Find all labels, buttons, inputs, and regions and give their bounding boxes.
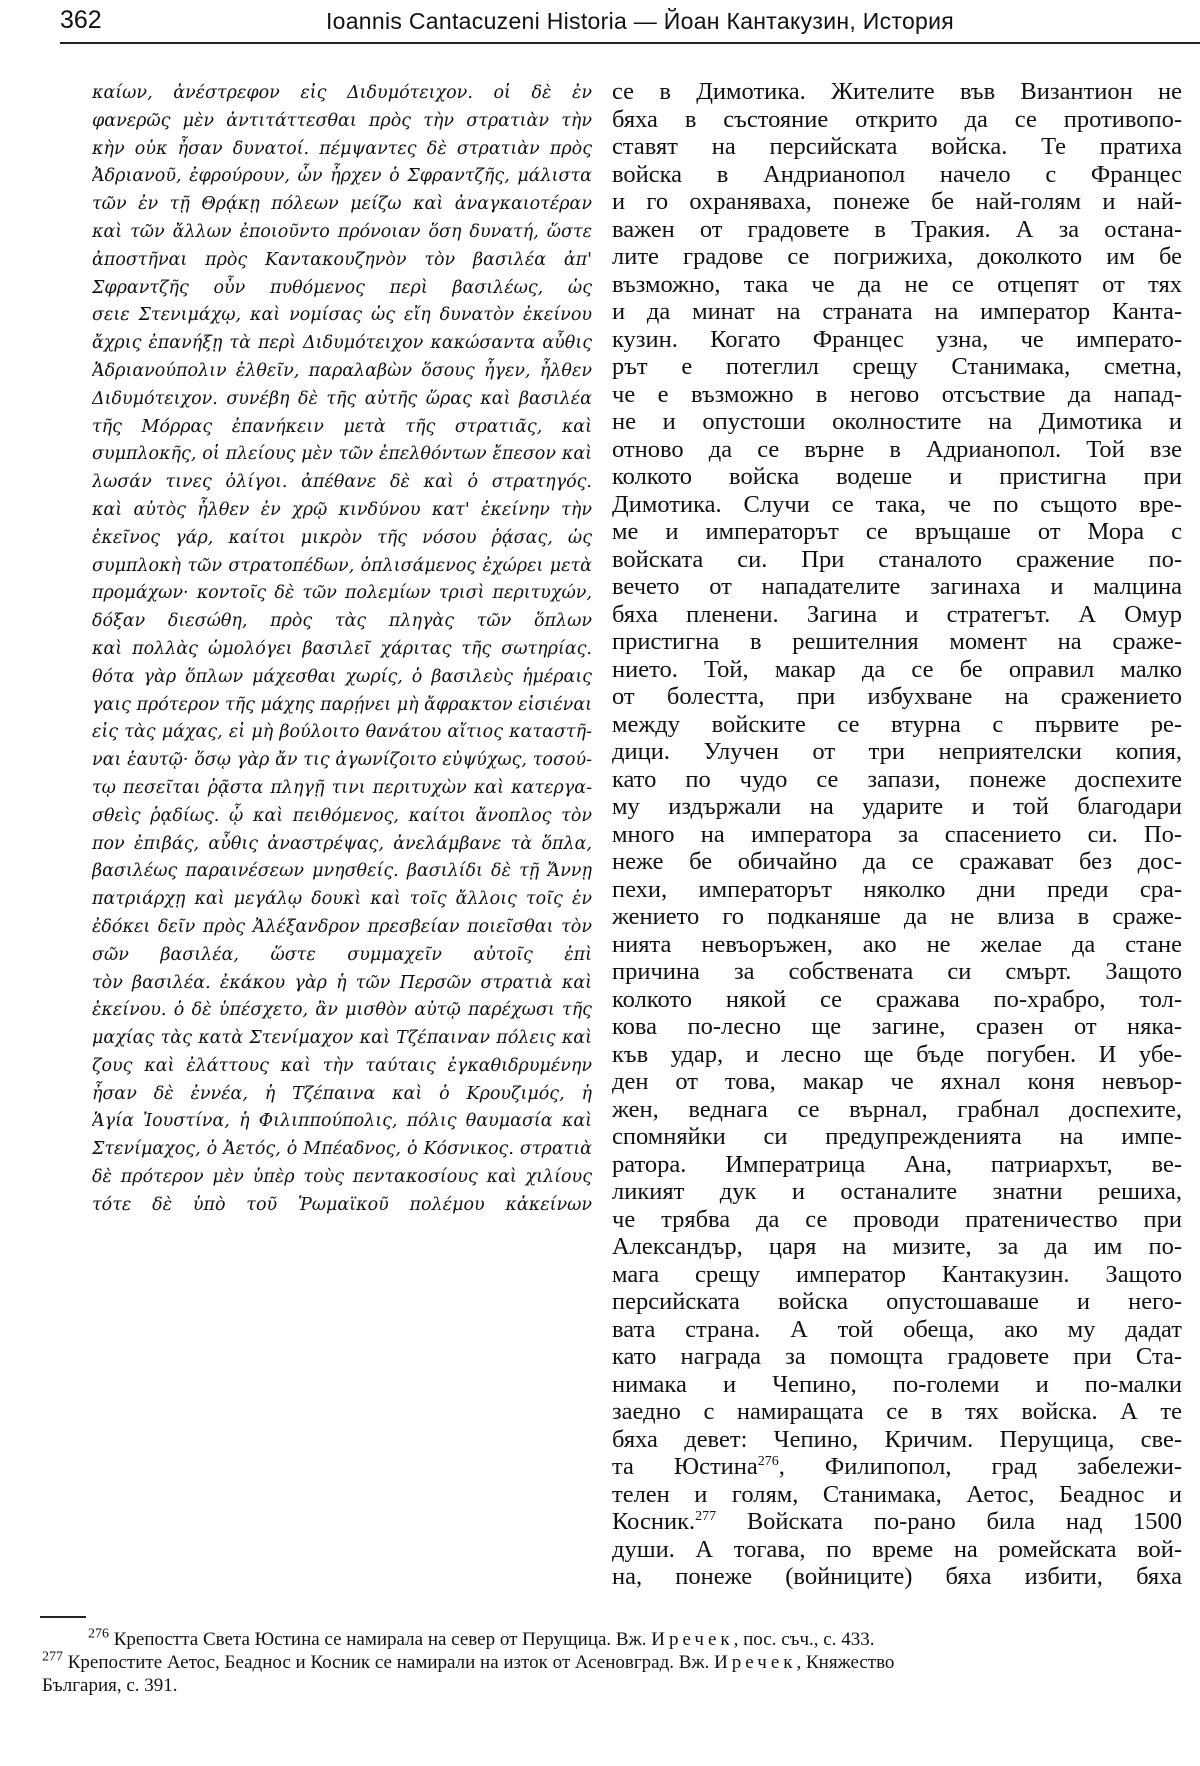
text-segment: важен от градовете в Тракия. А за остана- xyxy=(612,215,1182,243)
text-segment: ратора. Императрица Ана, патриархът, ве- xyxy=(612,1150,1182,1178)
bulgarian-text-line xyxy=(612,573,1182,601)
text-segment: ставят на персийската войска. Те пратиха xyxy=(612,133,1182,160)
text-segment: нието. Той, макар да се бе оправил малко xyxy=(612,655,1182,683)
greek-text-line: πον ἐπιβάς, αὖθις ἀναστρέψας, ἀνελάμβανε τὰ ὅπλα, xyxy=(92,833,592,854)
text-segment: телен и голям, Станимака, Аетос, Беаднос и xyxy=(612,1480,1182,1508)
text-segment: жението го подканяше да не влиза в сраже- xyxy=(612,903,1182,930)
bulgarian-text-line xyxy=(612,1343,1182,1371)
bulgarian-text-line xyxy=(612,491,1182,519)
text-segment: рът е потеглил срещу Станимака, сметна, xyxy=(612,353,1182,380)
bulgarian-text-line xyxy=(612,381,1182,409)
bulgarian-text-line xyxy=(612,931,1182,959)
greek-text-line: ἐκεῖνος γάρ, καίτοι μικρὸν τῆς νόσου ῥᾴσας, ὡς xyxy=(92,527,592,548)
footnotes xyxy=(42,1628,1192,1697)
bulgarian-text-line xyxy=(612,1371,1182,1399)
text-segment: не и опустоши околностите на Димотика и xyxy=(612,408,1182,435)
text-segment: спомняйки си предупрежденията на импе- xyxy=(612,1123,1182,1150)
text-segment: колкото войска водеше и пристигна при xyxy=(612,463,1182,490)
text-segment: войска в Андрианопол начело с Францес xyxy=(612,160,1182,188)
footnote-277 xyxy=(42,1651,1192,1674)
text-segment: нията невъоръжен, ако не желае да стане xyxy=(612,930,1182,958)
text-segment: Димотика. Случи се така, че по същото вре- xyxy=(612,490,1182,518)
greek-text-line: βασιλέως παραινέσεων μνησθείς. βασιλίδι δὲ τῇ Ἄννῃ xyxy=(92,861,592,882)
bulgarian-text-line xyxy=(612,1453,1182,1481)
text-segment: та Юстина xyxy=(612,1453,758,1480)
text-segment: персийската войска опустошаваше и него- xyxy=(612,1288,1182,1315)
bulgarian-text-line xyxy=(612,1288,1182,1316)
footnote-text: Крепостите Аетос, Беаднос и Косник се намирали на изток от Асеновград. Вж. xyxy=(67,1652,715,1673)
greek-text-line: ἦσαν δὲ ἐννέα, ἡ Τζέπαινα καὶ ὁ Κρουζιμός, ἡ xyxy=(92,1083,592,1104)
footnote-number: 276 xyxy=(88,1626,109,1642)
footnote-number: 277 xyxy=(42,1649,63,1665)
bulgarian-text-line xyxy=(612,1261,1182,1289)
bulgarian-text-line xyxy=(612,958,1182,986)
running-title: Ioannis Cantacuzeni Historia — Йоан Кантакузин, История xyxy=(325,8,955,34)
footnote-author: Иречек xyxy=(714,1652,797,1673)
bulgarian-text-line xyxy=(612,766,1182,794)
text-segment: неже бе обичайно да се сражават без дос- xyxy=(612,848,1182,875)
text-segment: се в Димотика. Жителите във Византион не xyxy=(612,78,1182,105)
text-segment: ликият дук и останалите знатни решиха, xyxy=(612,1178,1182,1205)
bulgarian-text-line xyxy=(612,1013,1182,1041)
text-segment: вечето от нападателите загинаха и малцина xyxy=(612,573,1182,600)
bulgarian-text-line xyxy=(612,1508,1182,1536)
bulgarian-text-line xyxy=(612,1068,1182,1096)
text-segment: жен, веднага се върнал, грабнал доспехите, xyxy=(612,1095,1182,1123)
greek-text-line: ἐδόκει δεῖν πρὸς Ἀλέξανδρον πρεσβείαν ποιεῖσθαι τὸν xyxy=(92,916,592,937)
greek-text-line: εἰς τὰς μάχας, εἰ μὴ βούλοιτο θανάτου αἴτιος καταστῆ- xyxy=(92,722,592,743)
bulgarian-text-line xyxy=(612,106,1182,134)
footnote-author: Иречек xyxy=(651,1629,734,1650)
text-segment: кова по-лесно ще загине, сразен от няка- xyxy=(612,1013,1182,1040)
greek-text-line: τότε δὲ ὑπὸ τοῦ Ῥωμαϊκοῦ πολέμου κἀκείνων xyxy=(92,1194,592,1215)
text-segment: между войските се втурна с първите ре- xyxy=(612,710,1182,738)
greek-text-line: ναι ἑαυτῷ· ὅσῳ γὰρ ἄν τις ἀγωνίζοιτο εὐψύχως, τοσού- xyxy=(92,750,592,771)
footnote-text: , Княжество xyxy=(796,1652,895,1673)
greek-text-line: τῳ πεσεῖται ῥᾷστα πληγῇ τινι περιτυχὼν καὶ κατεργα- xyxy=(92,777,592,798)
footnote-277-continued xyxy=(42,1674,1192,1697)
greek-text-line: προμάχων· κοντοῖς δὲ τῶν πολεμίων τρισὶ περιτυχών, xyxy=(92,583,592,604)
text-segment: бяха девет: Чепино, Кричим. Перущица, све- xyxy=(612,1425,1182,1453)
greek-text-line: συμπλοκῆς, οἱ πλείους μὲν τῶν ἐπελθόντων ἔπεσον καὶ xyxy=(92,444,592,465)
greek-text-line: γαις πρότερον τῆς μάχης παρῄνει μὴ ἄφρακτον εἰσιέναι xyxy=(92,694,592,715)
bulgarian-text-line xyxy=(612,463,1182,491)
greek-text-line: Ἁγία Ἰουστίνα, ἡ Φιλιππούπολις, πόλις θαυμασία καὶ xyxy=(92,1111,592,1132)
text-segment: много на императора за спасението си. По- xyxy=(612,820,1182,848)
bulgarian-text-line xyxy=(612,436,1182,464)
bulgarian-text-line xyxy=(612,546,1182,574)
greek-text-line: καὶ πολλὰς ὡμολόγει βασιλεῖ χάριτας τῆς σωτηρίας. xyxy=(92,638,592,659)
text-segment: нимака и Чепино, по-големи и по-малки xyxy=(612,1370,1182,1398)
bulgarian-text-line xyxy=(612,1316,1182,1344)
text-segment: и го охраняваха, понеже бе най-голям и най- xyxy=(612,188,1182,215)
footnote-reference[interactable]: 277 xyxy=(695,1508,717,1524)
bulgarian-text-line xyxy=(612,1233,1182,1261)
greek-text-line: σειε Στενιμάχῳ, καὶ νομίσας ὡς εἴη δυνατὸν ἐκείνου xyxy=(92,305,592,326)
bulgarian-text-line xyxy=(612,683,1182,711)
greek-text-line: δόξαν διεσώθη, πρὸς τὰς πληγὰς τῶν ὅπλων xyxy=(92,611,592,632)
greek-text-line: Ἀδριανοῦ, ἐφρούρουν, ὧν ἦρχεν ὁ Σφραντζῆς, μάλιστα xyxy=(92,166,592,187)
text-segment: като награда за помощта градовете при Ста- xyxy=(612,1343,1182,1370)
bulgarian-text-line xyxy=(612,188,1182,216)
bulgarian-text-line xyxy=(612,326,1182,354)
bulgarian-text-line xyxy=(612,738,1182,766)
text-segment: заедно с намиращата се в тях войска. А те xyxy=(612,1398,1182,1425)
bulgarian-text-line xyxy=(612,1426,1182,1454)
bulgarian-text-line xyxy=(612,1123,1182,1151)
greek-text-line: Διδυμότειχον. συνέβη δὲ τῆς αὐτῆς ὥρας καὶ βασιλέα xyxy=(92,388,592,409)
footnote-text: България, с. 391. xyxy=(42,1675,178,1696)
greek-text-line: Ἀδριανούπολιν ἐλθεῖν, παραλαβὼν ὅσους ἦγεν, ἦλθεν xyxy=(92,360,592,381)
bulgarian-text-line xyxy=(612,821,1182,849)
text-segment: пристигна в решителния момент на сраже- xyxy=(612,628,1182,655)
text-segment: колкото някой се сражава по-храбро, тол- xyxy=(612,985,1182,1013)
greek-text-line: ἄχρις ἐπανήξῃ τὰ περὶ Διδυμότειχον κακώσαντα αὖθις xyxy=(92,333,592,354)
greek-text-line: πατριάρχῃ καὶ μεγάλῳ δουκὶ καὶ τοῖς ἄλλοις τοῖς ἐν xyxy=(92,889,592,910)
bulgarian-text-line xyxy=(612,518,1182,546)
text-segment: като по чудо се запази, понеже доспехите xyxy=(612,765,1182,793)
bulgarian-text-line xyxy=(612,78,1182,106)
greek-text-line: θότα γὰρ ὅπλων μάχεσθαι χωρίς, ὁ βασιλεὺς ἡμέραις xyxy=(92,666,592,687)
greek-text-column xyxy=(92,80,592,1220)
text-segment: Войската по-рано била над 1500 xyxy=(716,1508,1182,1535)
text-segment: възможно, така че да не се отцепят от тях xyxy=(612,270,1182,298)
text-segment: и да минат на страната на император Канта- xyxy=(612,298,1182,325)
text-segment: кузин. Когато Францес узна, че императо- xyxy=(612,325,1182,353)
text-segment: бяха пленени. Загина и стратегът. А Омур xyxy=(612,600,1182,628)
text-segment: че е възможно в негово отсъствие да напад- xyxy=(612,380,1182,408)
text-segment: души. А тогава, по време на ромейската вой- xyxy=(612,1535,1182,1563)
bulgarian-text-line xyxy=(612,876,1182,904)
bulgarian-text-line xyxy=(612,271,1182,299)
text-segment: отново да се върне в Адрианопол. Той взе xyxy=(612,435,1182,463)
bulgarian-text-line xyxy=(612,1481,1182,1509)
greek-text-line: μαχίας τὰς κατὰ Στενίμαχον καὶ Τζέπαιναν πόλεις καὶ xyxy=(92,1028,592,1049)
text-segment: пехи, императорът няколко дни преди сра- xyxy=(612,875,1182,903)
bulgarian-text-line xyxy=(612,1398,1182,1426)
text-segment: му издържали на ударите и той благодари xyxy=(612,793,1182,820)
greek-text-line: καίων, ἀνέστρεφον εἰς Διδυμότειχον. οἱ δὲ ἐν xyxy=(92,83,592,103)
greek-text-line: ζους καὶ ἐλάττους καὶ τὴν ταύταις ἐγκαθιδρυμένην xyxy=(92,1055,592,1076)
bulgarian-text-line xyxy=(612,793,1182,821)
text-segment: , Филипопол, град забележи- xyxy=(778,1453,1182,1480)
greek-text-line: τὸν βασιλέα. ἐκάκου γὰρ ἡ τῶν Περσῶν στρατιὰ καὶ xyxy=(92,972,592,993)
greek-text-line: κὴν οὐκ ἦσαν δυνατοί. πέμψαντες δὲ στρατιὰν πρὸς xyxy=(92,138,592,159)
bulgarian-text-line xyxy=(612,243,1182,271)
header-rule xyxy=(60,42,1200,44)
text-segment: от болестта, при избухване на сражението xyxy=(612,683,1182,710)
greek-text-line: τῆς Μόρρας ἐπανήκειν μετὰ τῆς στρατιᾶς, καὶ xyxy=(92,416,592,437)
greek-text-line: καὶ αὐτὸς ἦλθεν ἐν χρῷ κινδύνου κατ' ἐκείνην τὴν xyxy=(92,499,592,520)
footnote-rule xyxy=(40,1616,86,1618)
text-segment: лите градове се погрижиха, доколкото им бе xyxy=(612,243,1182,270)
page-number: 362 xyxy=(60,6,102,34)
bulgarian-text-line xyxy=(612,1206,1182,1234)
text-segment: вата страна. А той обеща, ако му дадат xyxy=(612,1315,1182,1343)
bulgarian-text-line xyxy=(612,1041,1182,1069)
greek-text-line: Σφραντζῆς οὖν πυθόμενος περὶ βασιλέως, ὡς xyxy=(92,277,592,298)
bulgarian-text-line xyxy=(612,408,1182,436)
bulgarian-text-line xyxy=(612,711,1182,739)
bulgarian-text-line xyxy=(612,1151,1182,1179)
greek-text-line: σθεὶς ῥᾳδίως. ᾧ καὶ πειθόμενος, καίτοι ἄνοπλος τὸν xyxy=(92,805,592,826)
bulgarian-text-line xyxy=(612,601,1182,629)
bulgarian-text-line xyxy=(612,903,1182,931)
text-segment: на, понеже (войниците) бяха избити, бяха xyxy=(612,1563,1182,1590)
text-segment: бяха в състояние открито да се противопо- xyxy=(612,105,1182,133)
text-segment: ден от това, макар че яхнал коня невъор- xyxy=(612,1068,1182,1095)
footnote-reference[interactable]: 276 xyxy=(757,1453,779,1469)
greek-text-line: λωσάν τινες ὀλίγοι. ἀπέθανε δὲ καὶ ὁ στρατηγός. xyxy=(92,472,592,493)
bulgarian-text-line xyxy=(612,628,1182,656)
footnote-text: , пос. съч., с. 433. xyxy=(733,1629,875,1650)
bulgarian-text-line xyxy=(612,1536,1182,1564)
greek-text-line: τῶν ἐν τῇ Θρᾴκῃ πόλεων μείζω καὶ ἀναγκαιοτέραν xyxy=(92,194,592,215)
bulgarian-text-line xyxy=(612,986,1182,1014)
greek-text-line: φανερῶς μὲν ἀντιτάττεσθαι πρὸς τὴν στρατιὰν τὴν xyxy=(92,110,592,131)
bulgarian-text-line xyxy=(612,161,1182,189)
text-segment: Косник. xyxy=(612,1508,696,1535)
greek-text-line: Στενίμαχος, ὁ Ἀετός, ὁ Μπέαδνος, ὁ Κόσνικος. στρατιὰ xyxy=(92,1139,592,1160)
text-segment: войската си. При станалото сражение по- xyxy=(612,545,1182,573)
greek-text-line: ἀποστῆναι πρὸς Καντακουζηνὸν τὸν βασιλέα ἀπ' xyxy=(92,249,592,270)
text-segment: причина за собствената си смърт. Защото xyxy=(612,958,1182,985)
bulgarian-text-line xyxy=(612,1096,1182,1124)
greek-text-line: δὲ πρότερον μὲν ὑπὲρ τοὺς πεντακοσίους καὶ χιλίους xyxy=(92,1167,592,1188)
text-segment: че трябва да се проводи пратеничество при xyxy=(612,1205,1182,1233)
bulgarian-text-line xyxy=(612,1178,1182,1206)
text-segment: мага срещу император Кантакузин. Защото xyxy=(612,1260,1182,1288)
bulgarian-text-line xyxy=(612,133,1182,161)
text-segment: дици. Улучен от три неприятелски копия, xyxy=(612,738,1182,765)
bulgarian-text-line xyxy=(612,848,1182,876)
footnote-276 xyxy=(42,1628,1192,1651)
text-segment: къв удар, и лесно ще бъде погубен. И убе- xyxy=(612,1040,1182,1068)
bulgarian-text-line xyxy=(612,656,1182,684)
bulgarian-text-column xyxy=(612,78,1182,1591)
bulgarian-text-line xyxy=(612,353,1182,381)
bulgarian-text-line xyxy=(612,1563,1182,1591)
greek-text-line: σῶν βασιλέα, ὥστε συμμαχεῖν αὐτοῖς ἐπὶ xyxy=(92,944,592,965)
bulgarian-text-line xyxy=(612,298,1182,326)
greek-text-line: ἐκείνου. ὁ δὲ ὑπέσχετο, ἂν μισθὸν αὐτῷ παρέχωσι τῆς xyxy=(92,1000,592,1021)
text-segment: Александър, царя на мизите, за да им по- xyxy=(612,1233,1182,1260)
text-segment: ме и императорът се връщаше от Мора с xyxy=(612,518,1182,545)
bulgarian-text-line xyxy=(612,216,1182,244)
greek-text-line: συμπλοκὴ τῶν στρατοπέδων, ὁπλισάμενος ἐχώρει μετὰ xyxy=(92,555,592,576)
footnote-text: Крепостта Света Юстина се намирала на север от Перущица. Вж. xyxy=(113,1629,652,1650)
greek-text-line: καὶ τῶν ἄλλων ἐποιοῦντο πρόνοιαν ὅση δυνατή, ὥστε xyxy=(92,221,592,242)
